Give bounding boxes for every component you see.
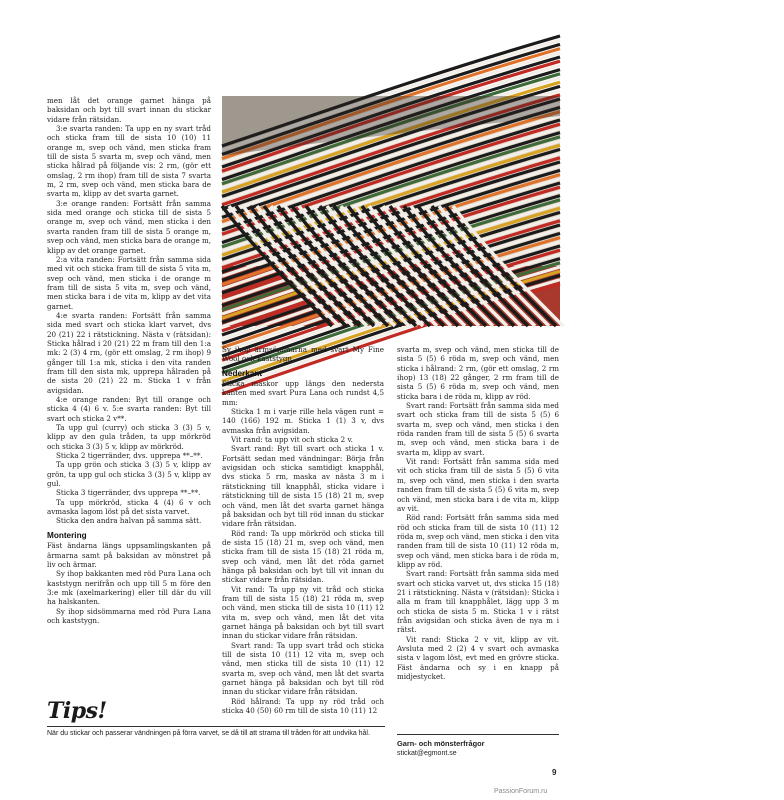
paragraph: Röd hålrand: Ta upp ny röd tråd och sticka 40 (50) 60 rm till de sista 10 (11) 12	[222, 696, 384, 716]
paragraph: Sy ihop bakkanten med röd Pura Lana och kaststygn nerifrån och upp till 5 m före den 3:e mk (axelmarkering) eller till där du vill ha halskanten.	[47, 569, 211, 607]
paragraph: Vit rand: ta upp vit och sticka 2 v.	[231, 435, 353, 445]
paragraph: Ta upp grön och sticka 3 (3) 5 v, klipp av grön, ta upp gul och sticka 3 (3) 5 v, klipp av gul.	[47, 460, 211, 489]
tips-title: Tips!	[47, 698, 107, 724]
page-number: 9	[552, 768, 557, 777]
contact-email: stickat@egmont.se	[397, 750, 457, 757]
text-column-3	[397, 345, 559, 681]
paragraph: Sticka 1 m i varje rille hela vägen runt = 140 (166) 192 m. Sticka 1 (1) 3 v, dvs avmaska från avigsidan.	[222, 407, 384, 435]
paragraph: Svart rand: Ta upp svart tråd och sticka till de sista 10 (11) 12 vita m, svep och vänd, men sticka till de sista 10 (11) 12 svarta m, svep och vänd, men låt det svarta garnet hänga på baksidan och byt till röd innan du stickar vidare från rätsidan.	[222, 640, 384, 697]
paragraph: Sy ihop ärmsömmarna med svart My Fine Wool och kaststygn.	[222, 345, 384, 364]
paragraph: Svart rand: Fortsätt från samma sida med svart och sticka fram till de sista 5 (5) 6 svarta m, svep och vänd, men sticka i den röda randen fram till de sista 5 (5) 6 svarta m, svep och vänd, men sticka bara i de svarta m, klipp av svart.	[397, 401, 559, 457]
paragraph: Vit rand: Fortsätt från samma sida med vit och sticka fram till de sista 5 (5) 6 vita m, svep och vänd, men sticka i den svarta randen fram till de sista 5 (5) 6 vita m, svep och vänd, men sticka bara i de vita m, klipp av vit.	[397, 457, 559, 513]
paragraph: Röd rand: Ta upp mörkröd och sticka till de sista 15 (18) 21 m, svep och vänd, men sticka fram till de sista 15 (18) 21 röda m, svep och vänd, men låt det röda garnet hänga på baksidan och byt till vit innan du stickar vidare från rätsidan.	[222, 528, 384, 585]
paragraph: Sticka den andra halvan på samma sätt.	[56, 516, 202, 526]
photo-caption: Tekniken med korta varv skapar en spännande effekt.	[712, 356, 770, 379]
paragraph: Ta upp mörkröd, sticka 4 (4) 6 v och avmaska lagom löst på det sista varvet.	[47, 497, 211, 517]
paragraph: Sy ihop sidsömmarna med röd Pura Lana och kaststygn.	[47, 606, 211, 625]
tips-text: När du stickar och passerar vändningen på förra varvet, se då till att strama till tråden för att undvika hål.	[47, 730, 370, 737]
paragraph: Svart rand: Byt till svart och sticka 1 v. Fortsätt sedan med vändningar: Börja från avigsidan och sticka samtidigt knapphål, dvs sticka 5 rm, maska av nästa 3 m i rätstickning till knapphål, sticka vidare i rätstickning till de sista 15 (18) 21 m, svep och vänd, men låt det svarta garnet hänga på baksidan och byt till röd innan du stickar vidare från rätsidan.	[222, 444, 384, 529]
watermark: PassionForum.ru	[494, 788, 548, 795]
paragraph: 2:a vita randen: Fortsätt från samma sida med vit och sticka fram till de sista 5 vita m, svep och vänd, men sticka i de orange m fram till de sista 5 vita m, svep och vänd, men sticka bara i de vita m, klipp av det vita garnet.	[47, 254, 211, 311]
contact-block	[397, 734, 559, 758]
paragraph: Röd rand: Fortsätt från samma sida med röd och sticka fram till de sista 10 (11) 12 röda m, svep och vänd, men sticka i den vita randen fram till de sista 10 (11) 12 röda m, svep och vänd, men sticka bara i de röda m, klipp av röd.	[397, 513, 559, 569]
paragraph: Svart rand: Fortsätt från samma sida med svart och sticka varvet ut, dvs sticka 15 (18) 21 i rätstickning. Nästa v (rätsidan): Sticka i alla m fram till knapphålet, lägg upp 3 m och sticka de sista 5 m. Sticka 1 v i rätst från avigsidan och sticka även de nya m i rätst.	[397, 569, 559, 635]
paragraph: Sticka 2 tigerränder, dvs. upprepa **–**.	[56, 451, 203, 461]
tips-box	[47, 698, 385, 737]
paragraph: Fäst ändarna längs uppsamlingskanten på ärmarna samt på baksidan av mönstret på liv och ärmar.	[47, 541, 211, 569]
text-column-1	[47, 96, 211, 625]
striped-knit-illustration	[222, 96, 560, 326]
contact-heading: Garn- och mönsterfrågor	[397, 739, 485, 748]
paragraph: Sticka 3 tigerränder, dvs upprepa **–**.	[56, 488, 201, 498]
paragraph: 4:e svarta randen: Fortsätt från samma sida med svart och sticka klart varvet, dvs 20 (21) 22 i rätstickning. Nästa v (rätsidan): Sticka hålrad i 20 (21) 22 m fram till den 1:a mk: 2 (3) 4 rm, (gör ett omslag, 2 rm ihop) 9 gånger till 1:a mk, sticka i den vita randen fram till den sista mk, upprepa hålraden på de sista 20 (21) 22 m. Sticka 1 v från avigsidan.	[47, 310, 211, 395]
section-heading-montering: Montering	[47, 530, 87, 540]
section-heading-nederkant: Nederkant	[222, 368, 263, 378]
paragraph: Ta upp gul (curry) och sticka 3 (3) 5 v, klipp av den gula tråden, ta upp mörkröd och sticka 3 (3) 5 v, klipp av mörkröd.	[47, 423, 211, 451]
paragraph: Vit rand: Ta upp ny vit tråd och sticka fram till de sista 15 (18) 21 röda m, svep och vänd, men sticka till de sista 10 (11) 12 vita m, svep och vänd, men låt det vita garnet hänga på baksidan och byt till svart innan du stickar vidare från rätsidan.	[222, 584, 384, 641]
paragraph: 4:e orange randen: Byt till orange och sticka 4 (4) 6 v. 5:e svarta randen: Byt till svart och sticka 2 v**.	[47, 395, 211, 423]
paragraph: Sticka maskor upp längs den nedersta kanten med svart Pura Lana och rundst 4,5 mm:	[222, 379, 384, 407]
paragraph: 3:e svarta randen: Ta upp en ny svart tråd och sticka fram till de sista 10 (10) 11 orange m, svep och vänd, men sticka fram till de sista 5 svarta m, svep och vänd, men sticka hålrad på följande vis: 2 rm, (gör ett omslag, 2 rm ihop) fram till de sista 7 svarta m, 2 rm, svep och vänd, men sticka bara de svarta m, klipp av det svarta garnet.	[47, 124, 211, 199]
contact-divider	[397, 734, 559, 735]
paragraph: Vit rand: Sticka 2 v vit, klipp av vit. Avsluta med 2 (2) 4 v svart och avmaska sista v lagom löst, evt med en grövre sticka. Fäst ändarna och sy i en knapp på midjestycket.	[397, 634, 559, 682]
paragraph: svarta m, svep och vänd, men sticka till de sista 5 (5) 6 röda m, svep och vänd, men sticka i hålrand: 2 rm, (gör ett omslag, 2 rm ihop) 13 (18) 22 gånger, 2 rm fram till de sista 5 (5) 6 röda m, svep och vänd, men sticka bara i de röda m, klipp av röd.	[397, 345, 559, 401]
tips-divider	[47, 726, 385, 727]
paragraph: 3:e orange randen: Fortsätt från samma sida med orange och sticka till de sista 5 orange m, svep och vänd, men sticka i den svarta randen fram till de sista 5 orange m, svep och vänd, men sticka bara de orange m, klipp av det orange garnet.	[47, 198, 211, 255]
text-column-2	[222, 345, 384, 715]
paragraph: men låt det orange garnet hänga på baksidan och byt till svart innan du stickar vidare från rätsidan.	[47, 96, 211, 124]
